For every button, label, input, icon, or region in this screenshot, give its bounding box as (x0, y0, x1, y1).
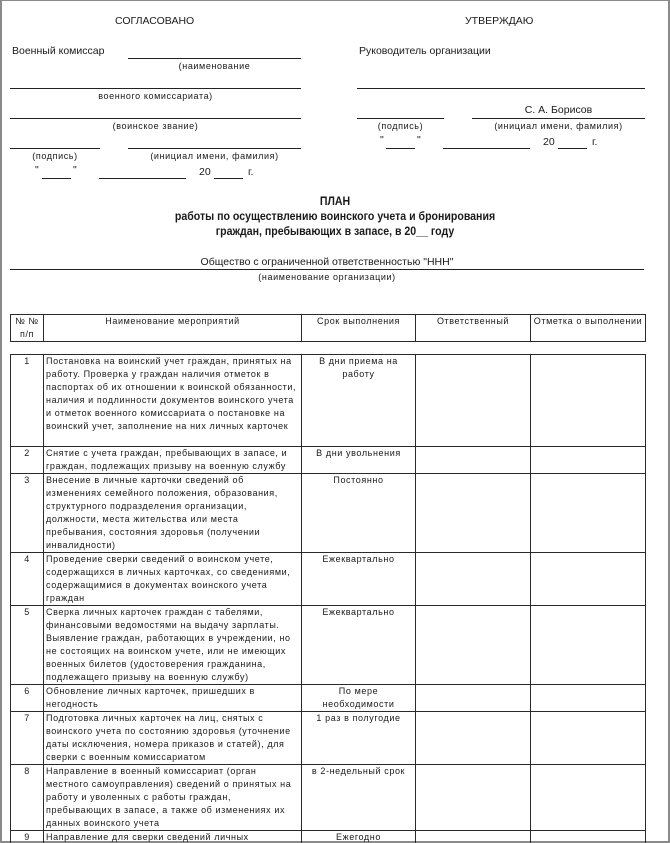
signer-name: С. А. Борисов (524, 104, 593, 116)
row-completion[interactable] (531, 474, 646, 553)
organization-head-label: Руководитель организации (359, 45, 491, 57)
date-day-line-right (386, 148, 415, 149)
row-activity: Направление в военный комиссариат (орган местного самоуправления) сведений о принятых на работу и уволенных с работы граждан, пребывающих в запасе, а также об изменениях их данных воинского учета (44, 765, 302, 831)
date-month-line-left (99, 178, 186, 179)
organization-name: Общество с ограниченной ответственностью "ННН" (200, 256, 454, 268)
date-day-line-left (42, 178, 71, 179)
row-deadline: По мере необходимости (302, 685, 416, 712)
commissariat-name-line-2 (10, 88, 301, 89)
date-year-line-right (558, 148, 587, 149)
signature-line-left (10, 148, 100, 149)
initials-line-left (128, 148, 301, 149)
row-completion[interactable] (531, 831, 646, 843)
document-title (0, 195, 670, 240)
military-rank-line (10, 118, 301, 119)
table-row (11, 474, 646, 553)
row-deadline: в 2-недельный срок (302, 765, 416, 831)
row-deadline: Постоянно (302, 474, 416, 553)
title-line-1: ПЛАН (319, 196, 351, 208)
date-month-line-right (443, 148, 530, 149)
header-activity: Наименование мероприятий (44, 315, 302, 342)
row-num: 7 (11, 712, 44, 765)
initials-hint-left: (инициал имени, фамилия) (150, 151, 279, 161)
row-deadline: В дни увольнения (302, 447, 416, 474)
date-quote-close-right: " (417, 134, 421, 146)
table-row (11, 831, 646, 843)
header-responsible: Ответственный (416, 315, 531, 342)
title-line-2: работы по осуществлению воинского учета и бронирования (174, 211, 496, 223)
row-completion[interactable] (531, 553, 646, 606)
row-num: 3 (11, 474, 44, 553)
row-num: 5 (11, 606, 44, 685)
row-responsible[interactable] (416, 831, 531, 843)
row-activity: Обновление личных карточек, пришедших в негодность (44, 685, 302, 712)
commissariat-name-hint-1: (наименование (178, 61, 251, 71)
signature-line-right (357, 118, 444, 119)
table-row (11, 447, 646, 474)
plan-table (10, 354, 646, 843)
row-responsible[interactable] (416, 553, 531, 606)
row-responsible[interactable] (416, 606, 531, 685)
row-num: 9 (11, 831, 44, 843)
row-activity: Снятие с учета граждан, пребывающих в запасе, и граждан, подлежащих призыву на военную службу (44, 447, 302, 474)
military-rank-hint: (воинское звание) (112, 121, 199, 131)
row-num: 8 (11, 765, 44, 831)
date-year-line-left (214, 178, 243, 179)
row-responsible[interactable] (416, 447, 531, 474)
signature-hint-left: (подпись) (32, 151, 78, 161)
row-num: 2 (11, 447, 44, 474)
initials-hint-right: (инициал имени, фамилия) (494, 121, 623, 131)
row-responsible[interactable] (416, 474, 531, 553)
date-year-prefix-right: 20 (543, 136, 555, 148)
commissariat-name-line-1 (128, 58, 301, 59)
date-year-prefix-left: 20 (199, 166, 211, 178)
row-completion[interactable] (531, 765, 646, 831)
organization-name-hint: (наименование организации) (258, 272, 396, 282)
header-num: № № п/п (11, 315, 44, 342)
initials-line-right (472, 118, 645, 119)
row-num: 1 (11, 355, 44, 447)
date-quote-close-left: " (73, 164, 77, 176)
plan-table-header (10, 314, 646, 342)
row-completion[interactable] (531, 606, 646, 685)
row-deadline: Ежеквартально (302, 553, 416, 606)
row-responsible[interactable] (416, 685, 531, 712)
organization-head-line (357, 88, 645, 89)
row-activity: Подготовка личных карточек на лиц, снятых с воинского учета по состоянию здоровья (уточнение даты исключения, номера приказов и статей), для сверки с военным комиссариатом (44, 712, 302, 765)
row-activity: Проведение сверки сведений о воинском учете, содержащихся в личных карточках, со сведениями, содержащимися в документах воинского учета граждан (44, 553, 302, 606)
row-completion[interactable] (531, 712, 646, 765)
date-quote-open-right: " (380, 134, 384, 146)
row-responsible[interactable] (416, 765, 531, 831)
header-completion: Отметка о выполнении (531, 315, 646, 342)
signature-hint-right: (подпись) (377, 121, 424, 131)
row-activity: Внесение в личные карточки сведений об изменениях семейного положения, образования, структурного подразделения организации, должности, места жительства или места пребывания, состояния здоровья (получении инвалидности) (44, 474, 302, 553)
table-row (11, 765, 646, 831)
row-deadline: Ежеквартально (302, 606, 416, 685)
title-line-3: граждан, пребывающих в запасе, в 20__ году (215, 226, 455, 238)
row-num: 4 (11, 553, 44, 606)
row-responsible[interactable] (416, 712, 531, 765)
organization-name-line (10, 269, 644, 270)
table-row (11, 606, 646, 685)
row-num: 6 (11, 685, 44, 712)
row-deadline: 1 раз в полугодие (302, 712, 416, 765)
row-completion[interactable] (531, 447, 646, 474)
table-row (11, 553, 646, 606)
date-year-suffix-right: г. (592, 136, 598, 148)
row-completion[interactable] (531, 685, 646, 712)
row-activity: Постановка на воинский учет граждан, принятых на работу. Проверка у граждан наличия отметок в паспортах об их отношении к воинской обязанности, наличия и подлинности документов воинского учета и отметок военного комиссариата о постановке на воинский учет, заполнение на них личных карточек (44, 355, 302, 447)
table-row (11, 685, 646, 712)
row-deadline: Ежегодно (302, 831, 416, 843)
row-activity: Направление для сверки сведений личных (44, 831, 302, 843)
row-deadline: В дни приема на работу (302, 355, 416, 447)
table-row (11, 712, 646, 765)
approval-left-heading: СОГЛАСОВАНО (115, 15, 195, 27)
date-quote-open-left: " (35, 164, 39, 176)
commissariat-name-hint-2: военного комиссариата) (98, 91, 213, 101)
row-responsible[interactable] (416, 355, 531, 447)
header-deadline: Срок выполнения (302, 315, 416, 342)
approval-right-heading: УТВЕРЖДАЮ (465, 15, 534, 27)
row-activity: Сверка личных карточек граждан с табелями, финансовыми ведомостями на выдачу зарплаты. Выявление граждан, работающих в учреждении, но не состоящих на воинском учете, или не имеющих военных билетов (удостоверения гражданина, подлежащего призыву на военную службу) (44, 606, 302, 685)
table-row (11, 355, 646, 447)
row-completion[interactable] (531, 355, 646, 447)
military-commissar-label: Военный комиссар (12, 45, 105, 57)
date-year-suffix-left: г. (248, 166, 254, 178)
